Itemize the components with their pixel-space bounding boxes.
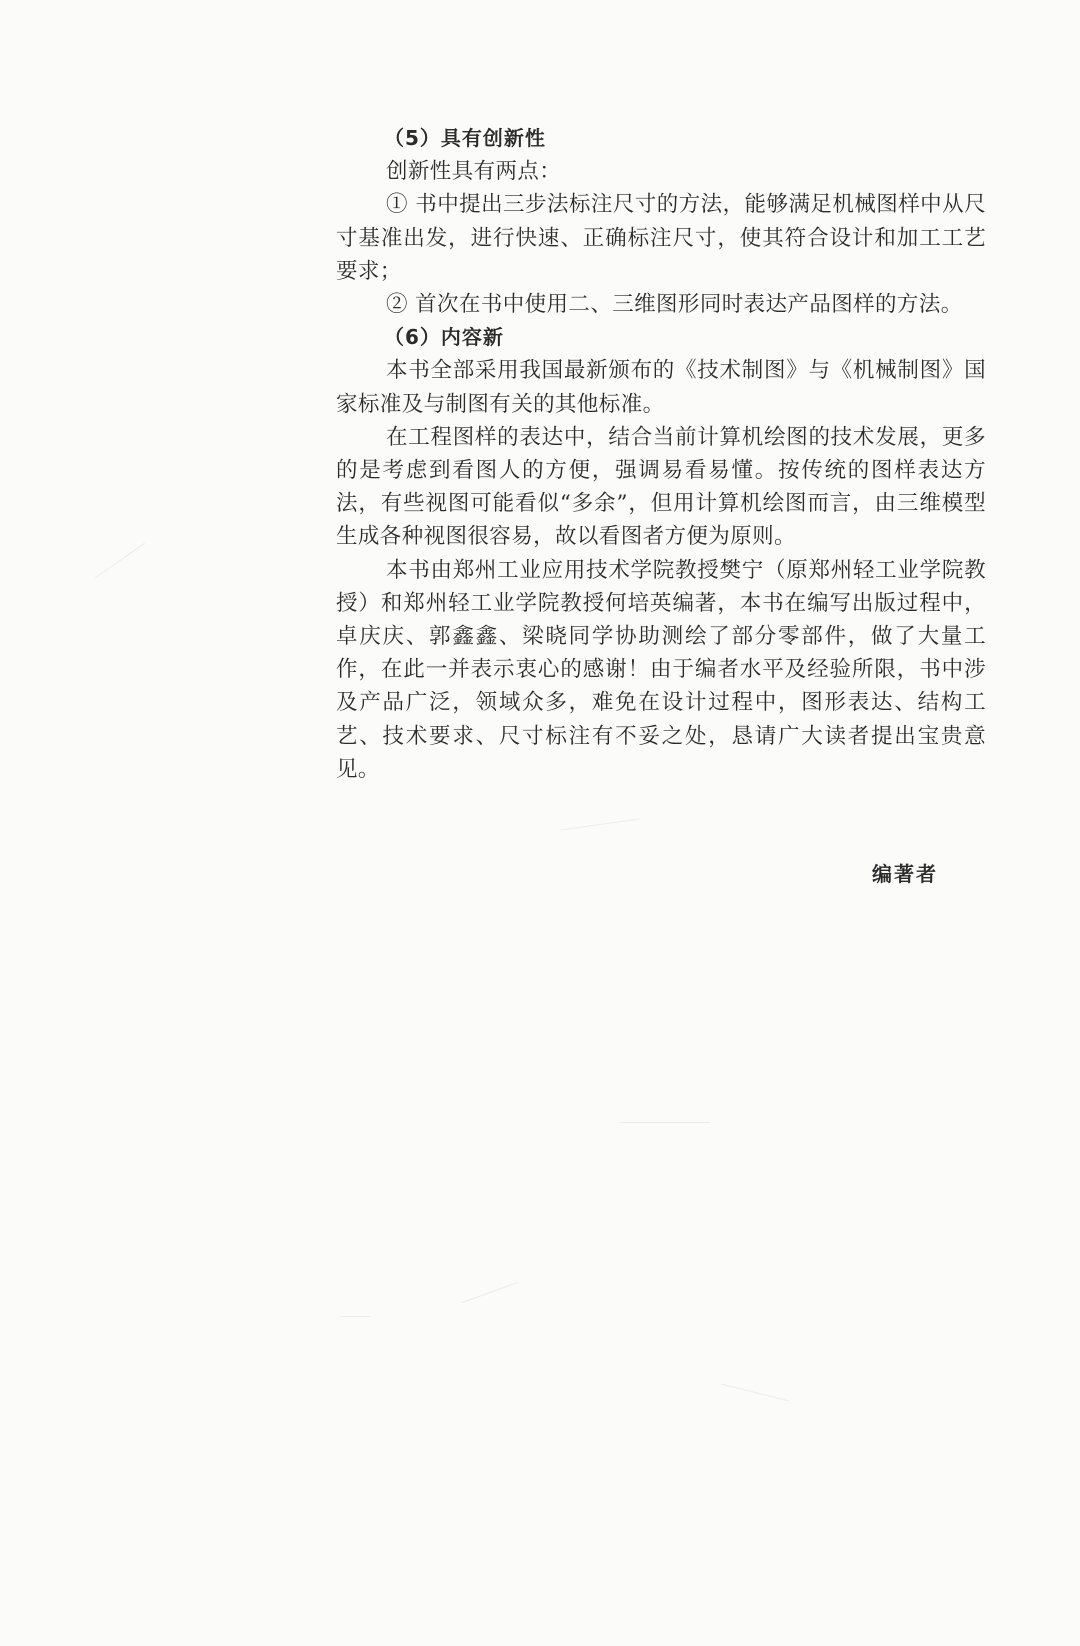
paper-fiber [462, 1282, 519, 1303]
author-signature: 编著者 [872, 862, 938, 886]
body-text [336, 122, 986, 786]
list-item: ① 书中提出三步法标注尺寸的方法，能够满足机械图样中从尺寸基准出发，进行快速、正确标注尺寸，使其符合设计和加工工艺要求； [336, 192, 986, 284]
section-heading-5: （5）具有创新性 [384, 126, 546, 150]
paper-fiber [340, 1316, 370, 1317]
paragraph: 本书全部采用我国最新颁布的《技术制图》与《机械制图》国家标准及与制图有关的其他标准。 [336, 358, 986, 417]
list-item: ② 首次在书中使用二、三维图形同时表达产品图样的方法。 [386, 292, 963, 318]
paper-fiber [721, 1384, 789, 1402]
paper-fiber [620, 1122, 710, 1123]
paper-fiber [95, 543, 145, 578]
paper-fiber [560, 818, 639, 830]
section-heading-6: （6）内容新 [384, 325, 504, 350]
paragraph: 本书由郑州工业应用技术学院教授樊宁（原郑州轻工业学院教授）和郑州轻工业学院教授何培英编著，本书在编写出版过程中，卓庆庆、郭鑫鑫、梁晓同学协助测绘了部分零部件，做了大量工作，在此一并表示衷心的感谢！由于编者水平及经验所限，书中涉及产品广泛，领域众多，难免在设计过程中，图形表达、结构工艺、技术要求、尺寸标注有不妥之处，恳请广大读者提出宝贵意见。 [336, 557, 986, 782]
paragraph: 在工程图样的表达中，结合当前计算机绘图的技术发展，更多的是考虑到看图人的方便，强调易看易懂。按传统的图样表达方法，有些视图可能看似“多余”，但用计算机绘图而言，由三维模型生成各种视图很容易，故以看图者方便为原则。 [336, 424, 986, 550]
paragraph: 创新性具有两点： [386, 159, 562, 185]
